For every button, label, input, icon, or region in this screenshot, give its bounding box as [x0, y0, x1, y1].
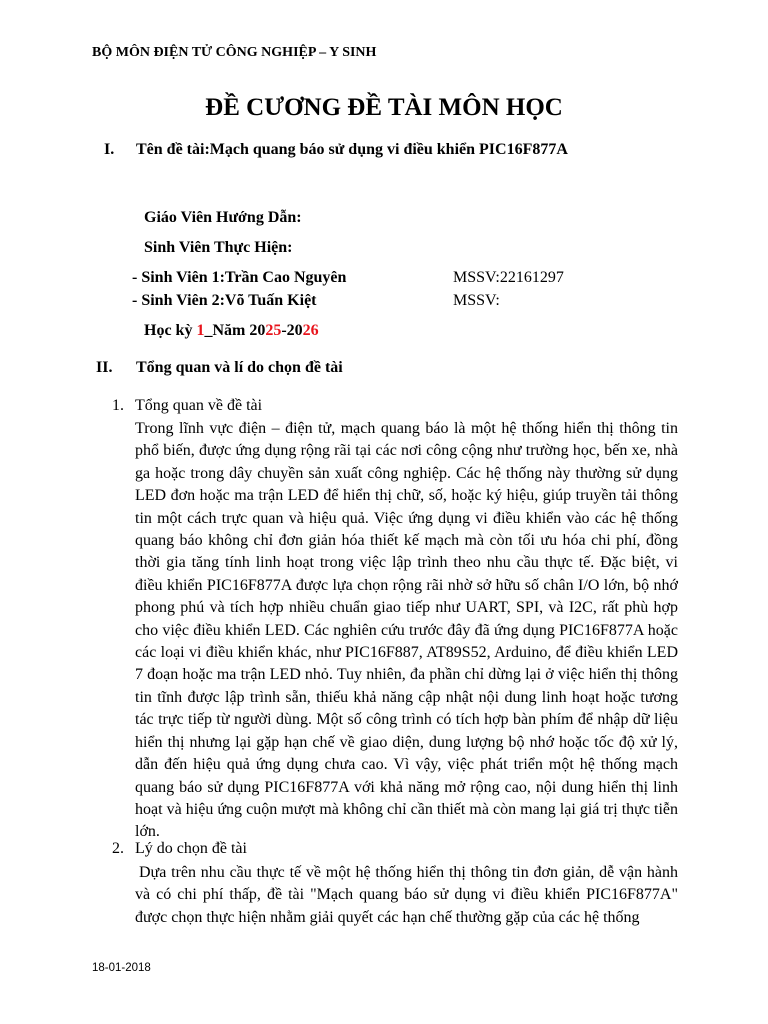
- section-1-title: Tên đề tài:Mạch quang báo sử dụng vi điều khiển PIC16F877A: [136, 141, 568, 158]
- student-1-mssv: MSSV:22161297: [453, 269, 564, 286]
- semester-prefix: Học kỳ: [144, 322, 197, 339]
- item-1-paragraph: Trong lĩnh vực điện – điện tử, mạch quang báo là một hệ thống hiển thị thông tin phổ biến, được ứng dụng rộng rãi tại các nơi công cộng như trường học, bến xe, nhà ga hoặc trong dây chuyền sản xuất công nghiệp. Các hệ thống này thường sử dụng LED đơn hoặc ma trận LED để hiển thị chữ, số, hoặc ký hiệu, giúp truyền tải thông tin một cách trực quan và hiệu quả. Việc ứng dụng vi điều khiển vào các hệ thống quang báo không chỉ đơn giản hóa thiết kế mạch mà còn tối ưu hóa chi phí, đồng thời gia tăng tính linh hoạt trong việc lập trình theo nhu cầu thực tế. Đặc biệt, vi điều khiển PIC16F877A được lựa chọn rộng rãi nhờ sở hữu số chân I/O lớn, bộ nhớ phong phú và tích hợp nhiều chuẩn giao tiếp như UART, SPI, và I2C, rất phù hợp cho việc điều khiển LED. Các nghiên cứu trước đây đã ứng dụng PIC16F877A hoặc các loại vi điều khiển khác, như PIC16F887, AT89S52, Arduino, để điều khiển LED 7 đoạn hoặc ma trận LED nhỏ. Tuy nhiên, đa phần chỉ dừng lại ở việc hiển thị thông tin tĩnh được lập trình sẵn, thiếu khả năng cập nhật nội dung linh hoạt hoặc tương tác trực tiếp từ người dùng. Một số công trình có tích hợp bàn phím để nhập dữ liệu hiển thị nhưng lại gặp hạn chế về giao diện, dung lượng bộ nhớ hoặc tốc độ xử lý, dẫn đến hiệu quả ứng dụng chưa cao. Vì vậy, việc phát triển một hệ thống mạch quang báo sử dụng PIC16F877A với khả năng mở rộng cao, nội dung hiển thị linh hoạt và hiệu ứng cuộn mượt mà không chỉ cần thiết mà còn mang lại giá trị thực tiễn lớn.: [135, 420, 678, 841]
- student-1-name: - Sinh Viên 1:Trần Cao Nguyên: [132, 269, 347, 286]
- student-2-mssv: MSSV:: [453, 292, 500, 309]
- semester-line: [144, 322, 319, 340]
- item-2-number: 2.: [112, 840, 124, 857]
- section-2-title: Tổng quan và lí do chọn đề tài: [136, 359, 343, 376]
- item-2-heading: Lý do chọn đề tài: [135, 840, 247, 857]
- item-2-paragraph: Dựa trên nhu cầu thực tế về một hệ thống hiển thị thông tin đơn giản, dễ vận hành và có chi phí thấp, đề tài "Mạch quang báo sử dụng vi điều khiển PIC16F877A" được chọn thực hiện nhằm giải quyết các hạn chế thường gặp của các hệ thống: [135, 864, 678, 926]
- document-title: ĐỀ CƯƠNG ĐỀ TÀI MÔN HỌC: [205, 94, 563, 121]
- semester-term: 1: [196, 322, 205, 339]
- department-header: BỘ MÔN ĐIỆN TỬ CÔNG NGHIỆP – Y SINH: [92, 45, 377, 60]
- students-label: Sinh Viên Thực Hiện:: [144, 239, 293, 256]
- section-2-number: II.: [96, 359, 113, 376]
- semester-year-b: 26: [302, 322, 319, 339]
- section-1-number: I.: [104, 141, 115, 158]
- semester-dash: -20: [281, 322, 303, 339]
- semester-mid: _Năm 20: [204, 322, 266, 339]
- item-1-heading: Tổng quan về đề tài: [135, 397, 263, 414]
- advisor-label: Giáo Viên Hướng Dẫn:: [144, 209, 302, 226]
- item-1-number: 1.: [112, 397, 124, 414]
- footer-date: 18-01-2018: [92, 962, 151, 974]
- student-2-name: - Sinh Viên 2:Võ Tuấn Kiệt: [132, 292, 317, 309]
- semester-year-a: 25: [265, 322, 282, 339]
